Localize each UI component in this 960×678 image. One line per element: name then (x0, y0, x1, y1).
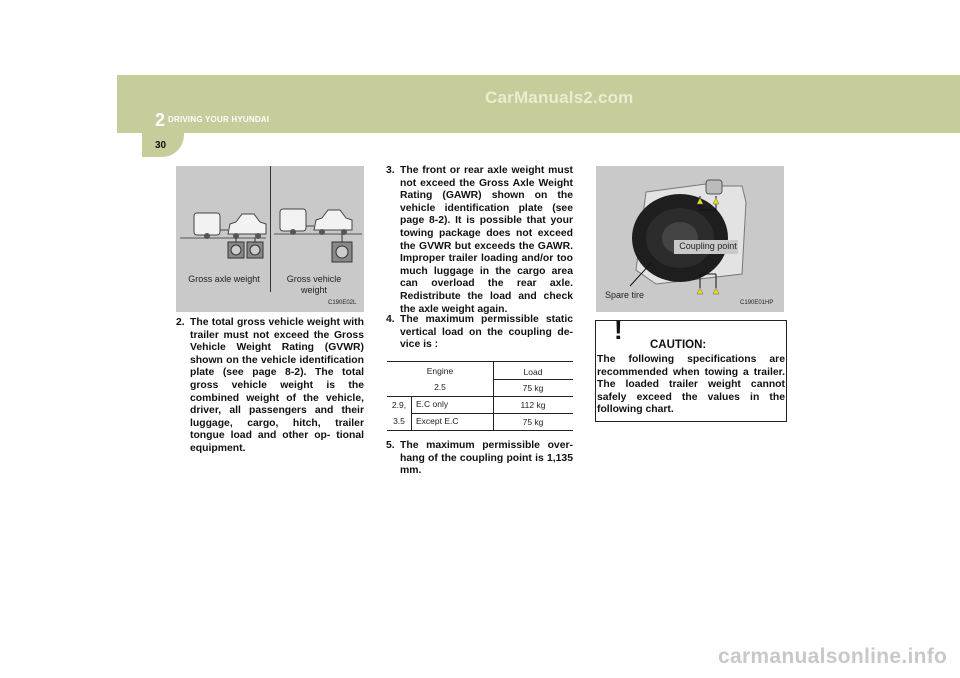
table-header-engine: Engine (426, 366, 454, 376)
table-divider (493, 413, 573, 414)
figure-code: C190E01HP (740, 300, 774, 306)
item-text: The maximum permissible over- hang of the coupling point is 1,135 mm. (400, 440, 573, 477)
coupling-point-label: Coupling point (679, 241, 737, 251)
gross-vehicle-weight-label-line1: Gross vehicle (286, 274, 342, 284)
spare-tire-label: Spare tire (605, 290, 645, 300)
caution-title: CAUTION: (650, 339, 707, 351)
table-cell: 3.5 (393, 416, 405, 426)
gross-axle-weight-label: Gross axle weight (188, 274, 260, 284)
item-3 (386, 165, 573, 316)
figure-weight-diagram (176, 166, 364, 312)
item-5 (386, 440, 573, 478)
figure-spare-tire (596, 166, 784, 312)
warning-icon: ! (614, 315, 623, 345)
coupling-load-table (387, 361, 573, 431)
watermark-bottom[interactable]: carmanualsonline.info (718, 645, 948, 668)
item-number: 4. (386, 314, 395, 325)
table-header-load: Load (523, 367, 543, 377)
item-text: The total gross vehicle weight with trailer must not exceed the Gross Vehicle Weight Rating (GVWR) shown on the vehicle identification plate (see page 8-2). The total gross vehicle weight is the combined weight of the vehicle, driver, all passengers and their luggage, cargo, hitch, trailer tongue load and other op- tional equipment. (190, 317, 364, 454)
item-2 (176, 317, 364, 456)
table-cell: 75 kg (522, 417, 544, 427)
figure-code: C190E02L (328, 300, 357, 306)
table-cell: 2.9, (391, 400, 407, 410)
caution-text: The following specifications are recommended when towing a trailer. The loaded trailer weight cannot safely exceed the values in the following chart. (597, 354, 785, 416)
table-divider (493, 396, 573, 397)
item-number: 3. (386, 165, 395, 176)
table-cell: 112 kg (520, 400, 546, 410)
table-cell: Except E.C (416, 416, 459, 426)
table-divider (493, 379, 573, 380)
item-number: 2. (176, 317, 185, 328)
table-cell: 75 kg (522, 383, 544, 393)
item-text: The front or rear axle weight must not exceed the Gross Axle Weight Rating (GAWR) shown on the vehicle identification plate (see page 8-2). It is possible that your towing package does not exceed the GVWR but exceeds the GAWR. Improper trailer loading and/or too much luggage in the cargo area can overload the rear axle. Redistribute the load and check the axle weight again. (400, 165, 573, 315)
watermark-top[interactable]: CarManuals2.com (485, 88, 634, 107)
caution-box (595, 315, 787, 422)
table-cell: E.C only (416, 399, 449, 409)
item-4 (386, 314, 573, 352)
gross-vehicle-weight-label-line2: weight (300, 285, 327, 295)
item-text: The maximum permissible static vertical load on the coupling de- vice is : (400, 314, 573, 351)
table-cell: 2.5 (434, 382, 446, 392)
chapter-title: DRIVING YOUR HYUNDAI (168, 115, 270, 124)
item-number: 5. (386, 440, 395, 451)
page-number: 30 (155, 140, 167, 151)
table-divider (411, 413, 493, 414)
chapter-number: 2 (155, 110, 166, 130)
table-divider (387, 396, 493, 397)
